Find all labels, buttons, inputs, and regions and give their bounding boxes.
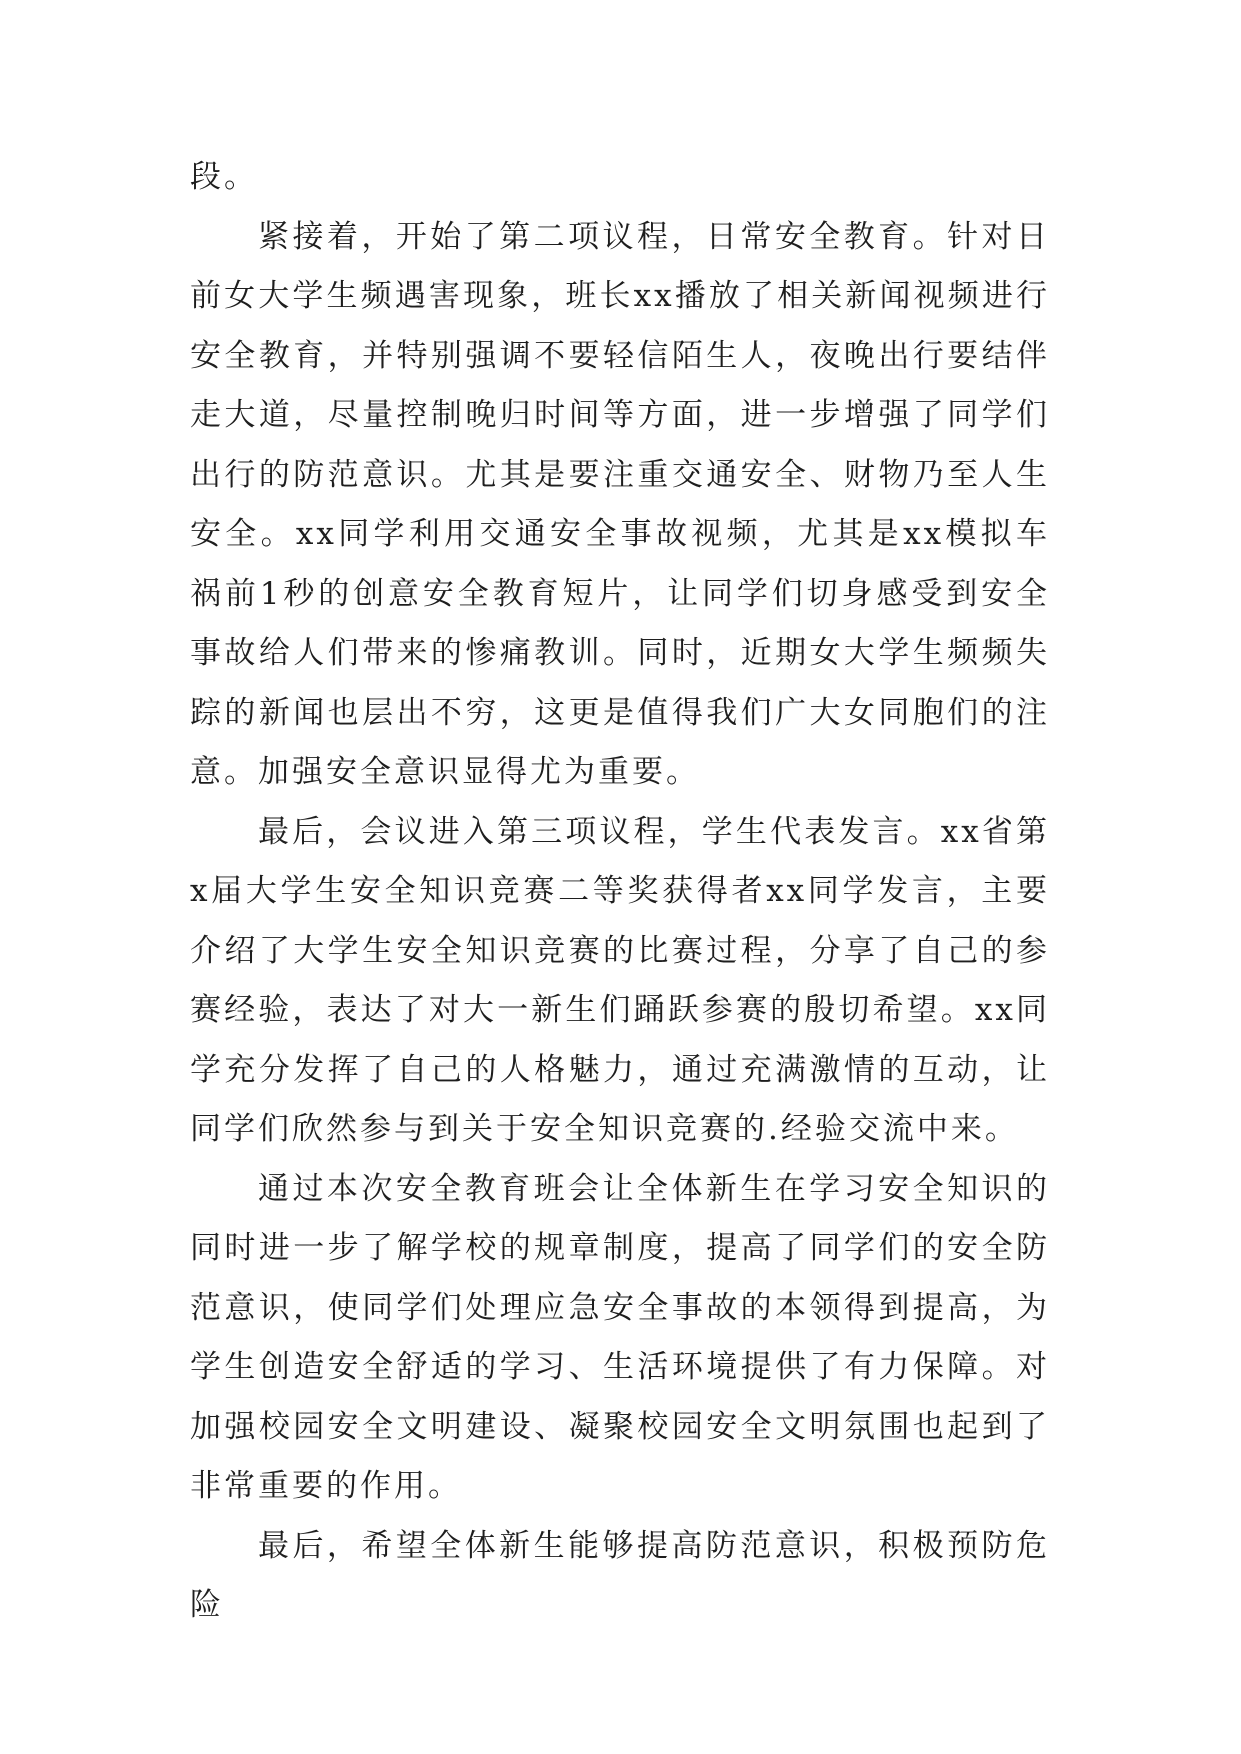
paragraph-continuation: 段。 <box>190 159 258 195</box>
paragraph-student-speech: 最后，会议进入第三项议程，学生代表发言。xx省第x届大学生安全知识竞赛二等奖获得者xx同学发言，主要介绍了大学生安全知识竞赛的比赛过程，分享了自己的参赛经验，表达了对大一新生们踊跃参赛的殷切希望。xx同学充分发挥了自己的人格魅力，通过充满激情的互动，让同学们欣然参与到关于安全知识竞赛的.经验交流中来。 <box>190 813 1050 1147</box>
paragraph-summary: 通过本次安全教育班会让全体新生在学习安全知识的同时进一步了解学校的规章制度，提高了同学们的安全防范意识，使同学们处理应急安全事故的本领得到提高，为学生创造安全舒适的学习、生活环境提供了有力保障。对加强校园安全文明建设、凝聚校园安全文明氛围也起到了非常重要的作用。 <box>190 1170 1050 1504</box>
paragraph-closing: 最后，希望全体新生能够提高防范意识，积极预防危险 <box>190 1527 1050 1623</box>
document-body <box>190 148 1050 1636</box>
paragraph-safety-education: 紧接着，开始了第二项议程，日常安全教育。针对日前女大学生频遇害现象，班长xx播放了相关新闻视频进行安全教育，并特别强调不要轻信陌生人，夜晚出行要结伴走大道，尽量控制晚归时间等方面，进一步增强了同学们出行的防范意识。尤其是要注重交通安全、财物乃至人生安全。xx同学利用交通安全事故视频，尤其是xx模拟车祸前1秒的创意安全教育短片，让同学们切身感受到安全事故给人们带来的惨痛教训。同时，近期女大学生频频失踪的新闻也层出不穷，这更是值得我们广大女同胞们的注意。加强安全意识显得尤为重要。 <box>190 218 1050 790</box>
